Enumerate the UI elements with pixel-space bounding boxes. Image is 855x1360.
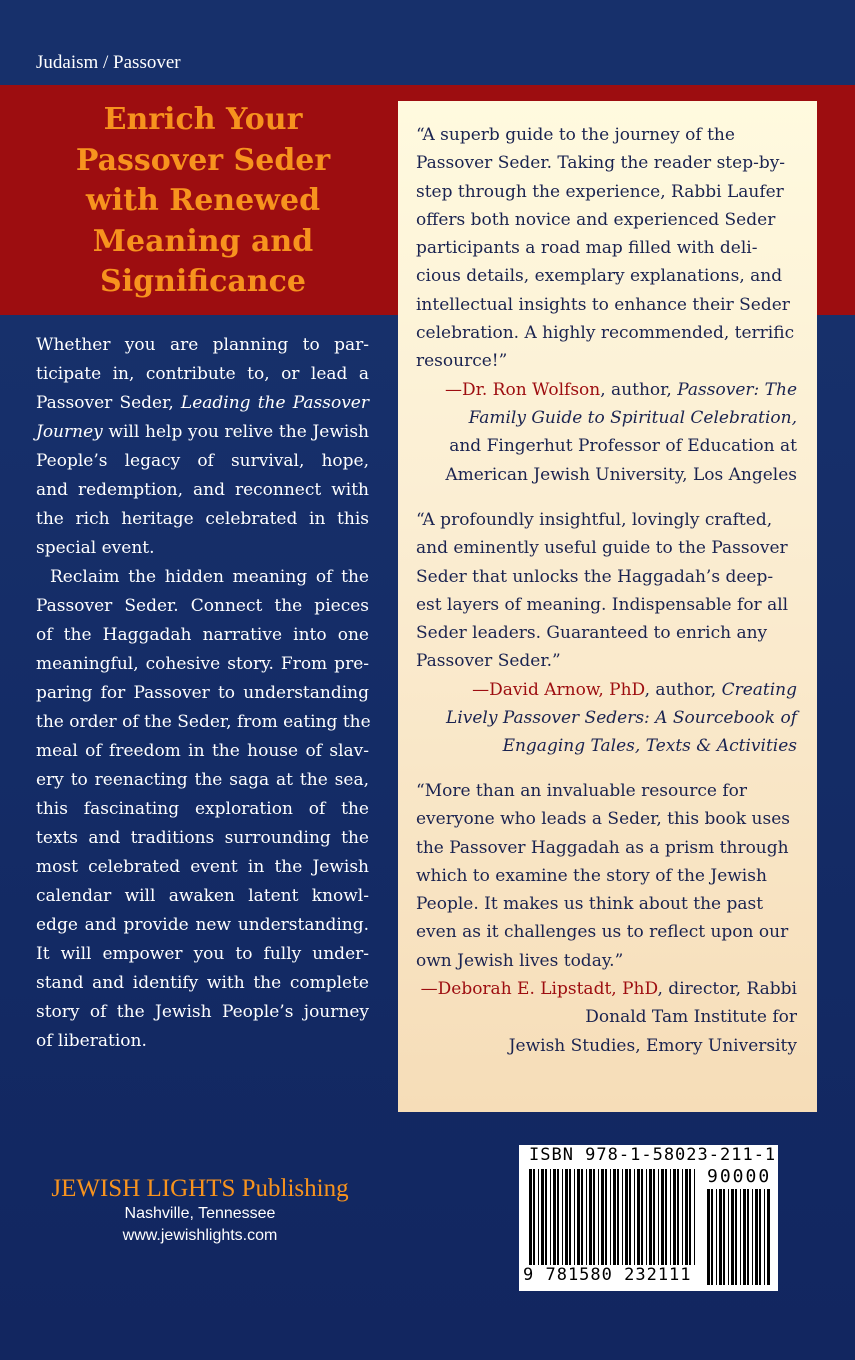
description-line: and redemption, and reconnect with [36, 480, 369, 500]
endorser-name: —Dr. Ron Wolfson [444, 379, 601, 400]
barcode-bar [728, 1189, 729, 1285]
endorsement-quote [416, 121, 797, 489]
headline-line: Meaning and [92, 223, 314, 259]
quote-line: intellectual insights to enhance their Seder [416, 294, 790, 315]
barcode-bar [577, 1169, 580, 1265]
quote-attribution [416, 732, 797, 760]
description-line: It will empower you to fully under- [36, 944, 369, 964]
description-line: edge and provide new understanding. [36, 915, 369, 935]
description-line [36, 389, 369, 418]
book-description [36, 331, 369, 1056]
quote-line: step through the experience, Rabbi Laufer [416, 181, 784, 202]
description-text: Passover Seder, [36, 393, 181, 413]
description-line: People’s legacy of survival, hope, [36, 451, 369, 471]
quote-line: Passover Seder. Taking the reader step-by- [416, 153, 786, 174]
description-line: the rich heritage celebrated in this [36, 509, 369, 529]
quote-line: “More than an invaluable resource for [416, 781, 747, 801]
barcode-bar [586, 1169, 587, 1265]
quote-line: Seder that unlocks the Haggadah’s deep- [416, 566, 774, 587]
quote-attribution [416, 676, 797, 704]
quote-line: the Passover Haggadah as a prism through [416, 837, 789, 858]
barcode-bar [541, 1169, 544, 1265]
barcode-bar [689, 1169, 691, 1265]
barcode-bar [617, 1169, 619, 1265]
description-line: most celebrated event in the Jewish [36, 857, 369, 877]
publisher-url: www.jewishlights.com [122, 1227, 278, 1244]
quote-attribution: Jewish Studies, Emory University [508, 1035, 797, 1056]
quote-line: celebration. A highly recommended, terrific [416, 323, 795, 344]
description-line: ery to reenacting the saga at the sea, [36, 770, 369, 790]
description-line: Reclaim the hidden meaning of the [50, 567, 369, 587]
endorsement-quote [416, 506, 797, 761]
barcode-bar [529, 1169, 532, 1265]
barcode-bar [598, 1169, 599, 1265]
description-line: story of the Jewish People’s journey [36, 1002, 369, 1022]
barcode-bar [533, 1169, 535, 1265]
barcode-bar [649, 1169, 652, 1265]
barcode-bar [601, 1169, 604, 1265]
barcode-bar [677, 1169, 679, 1265]
description-line: of liberation. [36, 1031, 147, 1051]
barcode-bar [545, 1169, 547, 1265]
quote-attribution [416, 704, 797, 732]
barcode-bar [673, 1169, 676, 1265]
endorser-role: , author, [600, 379, 678, 400]
description-line: calendar will awaken latent knowl- [36, 886, 369, 906]
endorser-book-title: Passover: The [677, 379, 797, 400]
category-label: Judaism / Passover [36, 52, 181, 73]
barcode-bar [641, 1169, 643, 1265]
description-line: meal of freedom in the house of slav- [36, 741, 369, 761]
quote-attribution [416, 404, 797, 432]
barcode-bar [629, 1169, 631, 1265]
barcode-bar [682, 1169, 683, 1265]
barcode-bar [665, 1169, 667, 1265]
publisher-name: JEWISH LIGHTS Publishing [51, 1175, 349, 1202]
barcode-bar [767, 1189, 770, 1285]
barcode-bar [593, 1169, 595, 1265]
isbn-barcode [519, 1145, 778, 1291]
barcode-bar [719, 1189, 722, 1285]
barcode-bar [707, 1189, 710, 1285]
barcode-bar [622, 1169, 623, 1265]
headline-line: Enrich Your [103, 102, 303, 137]
barcode-bar [740, 1189, 741, 1285]
quote-line: even as it challenges us to reflect upon our [416, 922, 789, 943]
barcode-bar [625, 1169, 628, 1265]
headline-line: Significance [100, 264, 306, 299]
barcode-bar [661, 1169, 664, 1265]
quote-attribution: Donald Tam Institute for [585, 1007, 797, 1028]
description-line: paring for Passover to understanding [36, 683, 369, 703]
barcode-bar [658, 1169, 659, 1265]
barcode-bar [716, 1189, 717, 1285]
book-title-italic: Journey [36, 422, 103, 442]
barcode-bar [562, 1169, 563, 1265]
headline-line: with Renewed [85, 183, 321, 218]
quote-line: offers both novice and experienced Seder [416, 209, 776, 230]
quote-line: participants a road map filled with deli- [416, 238, 758, 259]
barcode-bar [653, 1169, 655, 1265]
barcode-bar [637, 1169, 640, 1265]
endorser-name: —Deborah E. Lipstadt, PhD [420, 979, 658, 1000]
quote-line: Seder leaders. Guaranteed to enrich any [416, 623, 768, 644]
quote-attribution [416, 376, 797, 404]
description-line: texts and traditions surrounding the [36, 828, 369, 848]
endorser-book-title: Engaging Tales, Texts & Activities [502, 736, 797, 757]
isbn-number: ISBN 978-1-58023-211-1 [529, 1145, 777, 1165]
barcode-bar [747, 1189, 749, 1285]
quote-attribution: American Jewish University, Los Angeles [445, 464, 797, 485]
quote-line: “A superb guide to the journey of the [416, 125, 735, 145]
barcode-bar [711, 1189, 713, 1285]
headline [36, 100, 370, 303]
barcode-bar [610, 1169, 611, 1265]
barcode-bar [731, 1189, 734, 1285]
publisher-block [40, 1175, 360, 1247]
endorser-book-title: Creating [721, 679, 797, 700]
quote-attribution [416, 975, 797, 1003]
barcode-bar [538, 1169, 539, 1265]
endorser-book-title: Family Guide to Spiritual Celebration, [468, 407, 797, 428]
barcode-bar [735, 1189, 737, 1285]
barcode-bar [565, 1169, 568, 1265]
barcode-bar [685, 1169, 688, 1265]
endorser-role: , author, [644, 679, 722, 700]
price-code: 90000 [707, 1166, 772, 1187]
quote-line: “A profoundly insightful, lovingly crafted, [416, 510, 773, 530]
quote-line: and eminently useful guide to the Passover [416, 538, 788, 559]
barcode-bar [613, 1169, 616, 1265]
barcode-bar [553, 1169, 556, 1265]
quote-line: est layers of meaning. Indispensable for all [416, 594, 789, 615]
barcode-bar [589, 1169, 592, 1265]
barcode-bar [605, 1169, 607, 1265]
quote-line: which to examine the story of the Jewish [416, 865, 767, 886]
description-line: the order of the Seder, from eating the [36, 712, 371, 732]
quote-line: own Jewish lives today.” [416, 950, 624, 971]
barcode-bar [581, 1169, 583, 1265]
description-line: ticipate in, contribute to, or lead a [36, 364, 369, 384]
endorser-name: —David Arnow, PhD [472, 679, 645, 700]
barcode-bar [574, 1169, 575, 1265]
quote-line: everyone who leads a Seder, this book uses [416, 809, 790, 830]
barcode-bar [759, 1189, 761, 1285]
description-line: Whether you are planning to par- [36, 335, 369, 355]
barcode-bar [752, 1189, 753, 1285]
quote-line: Passover Seder.” [416, 651, 561, 672]
barcode-bar [634, 1169, 635, 1265]
barcode-bar [694, 1169, 695, 1265]
endorser-role: , director, Rabbi [657, 979, 797, 1000]
barcode-bar [646, 1169, 647, 1265]
barcode-bar [550, 1169, 551, 1265]
description-text: will help you relive the Jewish [102, 422, 369, 442]
description-line: of the Haggadah narrative into one [36, 625, 369, 645]
barcode-bar [764, 1189, 765, 1285]
book-title-italic: Leading the Passover [180, 393, 369, 413]
description-line: this fascinating exploration of the [36, 799, 369, 819]
endorser-book-title: Lively Passover Seders: A Sourcebook of [446, 708, 797, 729]
endorsement-quote [416, 777, 797, 1060]
quote-line: resource!” [416, 351, 508, 372]
description-line: Passover Seder. Connect the pieces [36, 596, 369, 616]
quote-line: cious details, exemplary explanations, and [416, 266, 783, 287]
quote-attribution: and Fingerhut Professor of Education at [449, 436, 797, 457]
description-line: special event. [36, 538, 155, 558]
publisher-location: Nashville, Tennessee [124, 1205, 276, 1222]
barcode-bar [723, 1189, 725, 1285]
barcode-bar [670, 1169, 671, 1265]
barcode-bar [755, 1189, 758, 1285]
barcode-bar [557, 1169, 559, 1265]
description-line [36, 418, 369, 447]
ean-digits: 9 781580 232111 [523, 1265, 692, 1285]
description-line: meaningful, cohesive story. From pre- [36, 654, 369, 674]
barcode-bar [743, 1189, 746, 1285]
headline-line: Passover Seder [75, 142, 331, 178]
barcode-bar [569, 1169, 571, 1265]
quote-line: People. It makes us think about the past [416, 894, 764, 915]
description-line: stand and identify with the complete [36, 973, 369, 993]
